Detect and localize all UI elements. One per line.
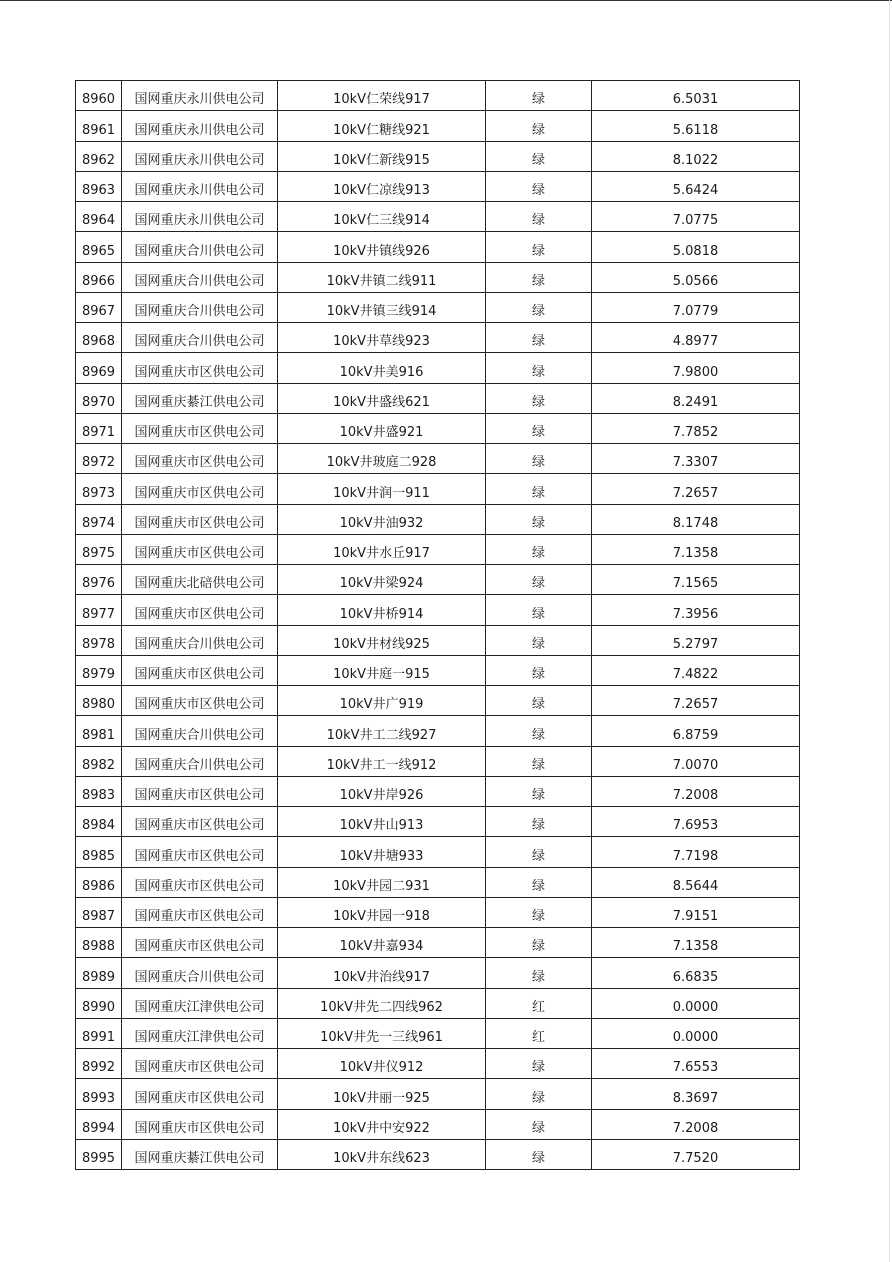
row-number-cell: 8979: [76, 655, 122, 685]
status-cell: 绿: [486, 686, 592, 716]
company-cell: 国网重庆市区供电公司: [122, 595, 278, 625]
row-number-cell: 8964: [76, 202, 122, 232]
value-cell: 7.3307: [592, 444, 800, 474]
value-cell: 7.4822: [592, 655, 800, 685]
line-name-cell: 10kV井美916: [278, 353, 486, 383]
row-number-cell: 8990: [76, 988, 122, 1018]
line-name-cell: 10kV井丽一925: [278, 1079, 486, 1109]
company-cell: 国网重庆江津供电公司: [122, 988, 278, 1018]
line-name-cell: 10kV井油932: [278, 504, 486, 534]
row-number-cell: 8967: [76, 292, 122, 322]
table-row: [76, 837, 800, 867]
row-number-cell: 8976: [76, 565, 122, 595]
table-row: [76, 867, 800, 897]
status-cell: 绿: [486, 1049, 592, 1079]
status-cell: 绿: [486, 141, 592, 171]
value-cell: 8.2491: [592, 383, 800, 413]
row-number-cell: 8960: [76, 81, 122, 111]
table-row: [76, 111, 800, 141]
page-top-border: [0, 0, 892, 1]
table-row: [76, 1139, 800, 1169]
line-name-cell: 10kV井山913: [278, 807, 486, 837]
value-cell: 7.1565: [592, 565, 800, 595]
value-cell: 7.2008: [592, 776, 800, 806]
value-cell: 8.1022: [592, 141, 800, 171]
table-row: [76, 141, 800, 171]
line-name-cell: 10kV井材线925: [278, 625, 486, 655]
company-cell: 国网重庆綦江供电公司: [122, 1139, 278, 1169]
status-cell: 绿: [486, 867, 592, 897]
value-cell: 7.6553: [592, 1049, 800, 1079]
line-name-cell: 10kV仁荣线917: [278, 81, 486, 111]
table-row: [76, 1079, 800, 1109]
status-cell: 绿: [486, 474, 592, 504]
line-name-cell: 10kV井水丘917: [278, 534, 486, 564]
company-cell: 国网重庆合川供电公司: [122, 232, 278, 262]
company-cell: 国网重庆市区供电公司: [122, 1109, 278, 1139]
company-cell: 国网重庆永川供电公司: [122, 171, 278, 201]
line-name-cell: 10kV井工一线912: [278, 746, 486, 776]
status-cell: 绿: [486, 565, 592, 595]
company-cell: 国网重庆市区供电公司: [122, 534, 278, 564]
table-row: [76, 413, 800, 443]
status-cell: 绿: [486, 232, 592, 262]
table-row: [76, 1049, 800, 1079]
row-number-cell: 8961: [76, 111, 122, 141]
table-row: [76, 1109, 800, 1139]
row-number-cell: 8977: [76, 595, 122, 625]
row-number-cell: 8988: [76, 928, 122, 958]
line-name-cell: 10kV井玻庭二928: [278, 444, 486, 474]
company-cell: 国网重庆永川供电公司: [122, 111, 278, 141]
company-cell: 国网重庆合川供电公司: [122, 292, 278, 322]
table-row: [76, 1018, 800, 1048]
line-name-cell: 10kV井东线623: [278, 1139, 486, 1169]
table-row: [76, 958, 800, 988]
value-cell: 7.2657: [592, 474, 800, 504]
status-cell: 绿: [486, 746, 592, 776]
table-row: [76, 928, 800, 958]
value-cell: 7.0775: [592, 202, 800, 232]
company-cell: 国网重庆市区供电公司: [122, 444, 278, 474]
table-row: [76, 323, 800, 353]
value-cell: 8.5644: [592, 867, 800, 897]
company-cell: 国网重庆市区供电公司: [122, 474, 278, 504]
line-name-cell: 10kV井镇二线911: [278, 262, 486, 292]
line-name-cell: 10kV井镇线926: [278, 232, 486, 262]
row-number-cell: 8968: [76, 323, 122, 353]
table-row: [76, 292, 800, 322]
line-name-cell: 10kV井草线923: [278, 323, 486, 353]
status-cell: 绿: [486, 958, 592, 988]
status-cell: 绿: [486, 202, 592, 232]
row-number-cell: 8981: [76, 716, 122, 746]
row-number-cell: 8985: [76, 837, 122, 867]
company-cell: 国网重庆永川供电公司: [122, 202, 278, 232]
status-cell: 绿: [486, 1079, 592, 1109]
status-cell: 绿: [486, 776, 592, 806]
line-name-cell: 10kV井广919: [278, 686, 486, 716]
company-cell: 国网重庆市区供电公司: [122, 504, 278, 534]
status-cell: 绿: [486, 504, 592, 534]
value-cell: 7.0070: [592, 746, 800, 776]
status-cell: 绿: [486, 595, 592, 625]
company-cell: 国网重庆市区供电公司: [122, 928, 278, 958]
row-number-cell: 8986: [76, 867, 122, 897]
company-cell: 国网重庆市区供电公司: [122, 1079, 278, 1109]
company-cell: 国网重庆市区供电公司: [122, 807, 278, 837]
value-cell: 5.6118: [592, 111, 800, 141]
table-row: [76, 595, 800, 625]
row-number-cell: 8972: [76, 444, 122, 474]
status-cell: 绿: [486, 625, 592, 655]
value-cell: 8.3697: [592, 1079, 800, 1109]
table-row: [76, 81, 800, 111]
line-name-cell: 10kV井园一918: [278, 897, 486, 927]
value-cell: 6.6835: [592, 958, 800, 988]
company-cell: 国网重庆市区供电公司: [122, 686, 278, 716]
line-name-cell: 10kV井治线917: [278, 958, 486, 988]
company-cell: 国网重庆市区供电公司: [122, 655, 278, 685]
company-cell: 国网重庆市区供电公司: [122, 1049, 278, 1079]
status-cell: 绿: [486, 171, 592, 201]
table-row: [76, 988, 800, 1018]
table-row: [76, 897, 800, 927]
status-cell: 绿: [486, 111, 592, 141]
company-cell: 国网重庆永川供电公司: [122, 141, 278, 171]
value-cell: 7.2008: [592, 1109, 800, 1139]
row-number-cell: 8983: [76, 776, 122, 806]
status-cell: 绿: [486, 413, 592, 443]
value-cell: 8.1748: [592, 504, 800, 534]
value-cell: 7.7520: [592, 1139, 800, 1169]
status-cell: 绿: [486, 807, 592, 837]
company-cell: 国网重庆合川供电公司: [122, 716, 278, 746]
row-number-cell: 8975: [76, 534, 122, 564]
table-row: [76, 534, 800, 564]
status-cell: 绿: [486, 897, 592, 927]
table-row: [76, 262, 800, 292]
row-number-cell: 8993: [76, 1079, 122, 1109]
row-number-cell: 8995: [76, 1139, 122, 1169]
line-name-cell: 10kV井盛线621: [278, 383, 486, 413]
company-cell: 国网重庆市区供电公司: [122, 776, 278, 806]
company-cell: 国网重庆合川供电公司: [122, 625, 278, 655]
company-cell: 国网重庆市区供电公司: [122, 353, 278, 383]
status-cell: 绿: [486, 81, 592, 111]
company-cell: 国网重庆市区供电公司: [122, 897, 278, 927]
company-cell: 国网重庆合川供电公司: [122, 746, 278, 776]
value-cell: 6.8759: [592, 716, 800, 746]
status-cell: 绿: [486, 534, 592, 564]
company-cell: 国网重庆江津供电公司: [122, 1018, 278, 1048]
row-number-cell: 8965: [76, 232, 122, 262]
table-row: [76, 232, 800, 262]
company-cell: 国网重庆永川供电公司: [122, 81, 278, 111]
row-number-cell: 8992: [76, 1049, 122, 1079]
row-number-cell: 8984: [76, 807, 122, 837]
value-cell: 5.2797: [592, 625, 800, 655]
line-name-cell: 10kV井岸926: [278, 776, 486, 806]
value-cell: 7.7852: [592, 413, 800, 443]
line-name-cell: 10kV井嘉934: [278, 928, 486, 958]
row-number-cell: 8989: [76, 958, 122, 988]
line-name-cell: 10kV仁新线915: [278, 141, 486, 171]
company-cell: 国网重庆合川供电公司: [122, 262, 278, 292]
value-cell: 4.8977: [592, 323, 800, 353]
feeder-status-table: [75, 80, 800, 1170]
status-cell: 绿: [486, 1139, 592, 1169]
company-cell: 国网重庆市区供电公司: [122, 413, 278, 443]
line-name-cell: 10kV仁糖线921: [278, 111, 486, 141]
row-number-cell: 8991: [76, 1018, 122, 1048]
value-cell: 7.0779: [592, 292, 800, 322]
value-cell: 6.5031: [592, 81, 800, 111]
row-number-cell: 8963: [76, 171, 122, 201]
table-row: [76, 655, 800, 685]
table-row: [76, 807, 800, 837]
line-name-cell: 10kV井中安922: [278, 1109, 486, 1139]
value-cell: 5.0566: [592, 262, 800, 292]
value-cell: 7.7198: [592, 837, 800, 867]
value-cell: 5.0818: [592, 232, 800, 262]
table-row: [76, 353, 800, 383]
value-cell: 7.6953: [592, 807, 800, 837]
status-cell: 绿: [486, 716, 592, 746]
line-name-cell: 10kV井仪912: [278, 1049, 486, 1079]
status-cell: 绿: [486, 292, 592, 322]
table-row: [76, 746, 800, 776]
status-cell: 红: [486, 1018, 592, 1048]
row-number-cell: 8974: [76, 504, 122, 534]
row-number-cell: 8982: [76, 746, 122, 776]
status-cell: 绿: [486, 837, 592, 867]
company-cell: 国网重庆北碚供电公司: [122, 565, 278, 595]
row-number-cell: 8970: [76, 383, 122, 413]
company-cell: 国网重庆合川供电公司: [122, 958, 278, 988]
value-cell: 0.0000: [592, 988, 800, 1018]
company-cell: 国网重庆合川供电公司: [122, 323, 278, 353]
line-name-cell: 10kV井庭一915: [278, 655, 486, 685]
value-cell: 5.6424: [592, 171, 800, 201]
value-cell: 7.9151: [592, 897, 800, 927]
value-cell: 7.1358: [592, 534, 800, 564]
row-number-cell: 8980: [76, 686, 122, 716]
value-cell: 7.1358: [592, 928, 800, 958]
row-number-cell: 8966: [76, 262, 122, 292]
line-name-cell: 10kV井先一三线961: [278, 1018, 486, 1048]
company-cell: 国网重庆市区供电公司: [122, 837, 278, 867]
row-number-cell: 8962: [76, 141, 122, 171]
line-name-cell: 10kV井园二931: [278, 867, 486, 897]
line-name-cell: 10kV井先二四线962: [278, 988, 486, 1018]
line-name-cell: 10kV井润一911: [278, 474, 486, 504]
row-number-cell: 8973: [76, 474, 122, 504]
line-name-cell: 10kV井塘933: [278, 837, 486, 867]
table-row: [76, 504, 800, 534]
value-cell: 7.2657: [592, 686, 800, 716]
table-row: [76, 444, 800, 474]
status-cell: 绿: [486, 655, 592, 685]
status-cell: 绿: [486, 928, 592, 958]
row-number-cell: 8978: [76, 625, 122, 655]
status-cell: 绿: [486, 383, 592, 413]
line-name-cell: 10kV井盛921: [278, 413, 486, 443]
line-name-cell: 10kV井桥914: [278, 595, 486, 625]
status-cell: 绿: [486, 444, 592, 474]
table-row: [76, 474, 800, 504]
status-cell: 绿: [486, 262, 592, 292]
row-number-cell: 8969: [76, 353, 122, 383]
line-name-cell: 10kV井工二线927: [278, 716, 486, 746]
value-cell: 7.3956: [592, 595, 800, 625]
company-cell: 国网重庆市区供电公司: [122, 867, 278, 897]
line-name-cell: 10kV井镇三线914: [278, 292, 486, 322]
table-body: [76, 81, 800, 1170]
table-row: [76, 716, 800, 746]
status-cell: 红: [486, 988, 592, 1018]
table-row: [76, 565, 800, 595]
line-name-cell: 10kV仁凉线913: [278, 171, 486, 201]
value-cell: 7.9800: [592, 353, 800, 383]
row-number-cell: 8987: [76, 897, 122, 927]
table-row: [76, 776, 800, 806]
table-row: [76, 686, 800, 716]
status-cell: 绿: [486, 323, 592, 353]
line-name-cell: 10kV井梁924: [278, 565, 486, 595]
row-number-cell: 8994: [76, 1109, 122, 1139]
row-number-cell: 8971: [76, 413, 122, 443]
table-row: [76, 202, 800, 232]
table-row: [76, 383, 800, 413]
line-name-cell: 10kV仁三线914: [278, 202, 486, 232]
page-right-edge: [889, 0, 890, 1262]
company-cell: 国网重庆綦江供电公司: [122, 383, 278, 413]
status-cell: 绿: [486, 1109, 592, 1139]
table-row: [76, 625, 800, 655]
value-cell: 0.0000: [592, 1018, 800, 1048]
status-cell: 绿: [486, 353, 592, 383]
table-row: [76, 171, 800, 201]
